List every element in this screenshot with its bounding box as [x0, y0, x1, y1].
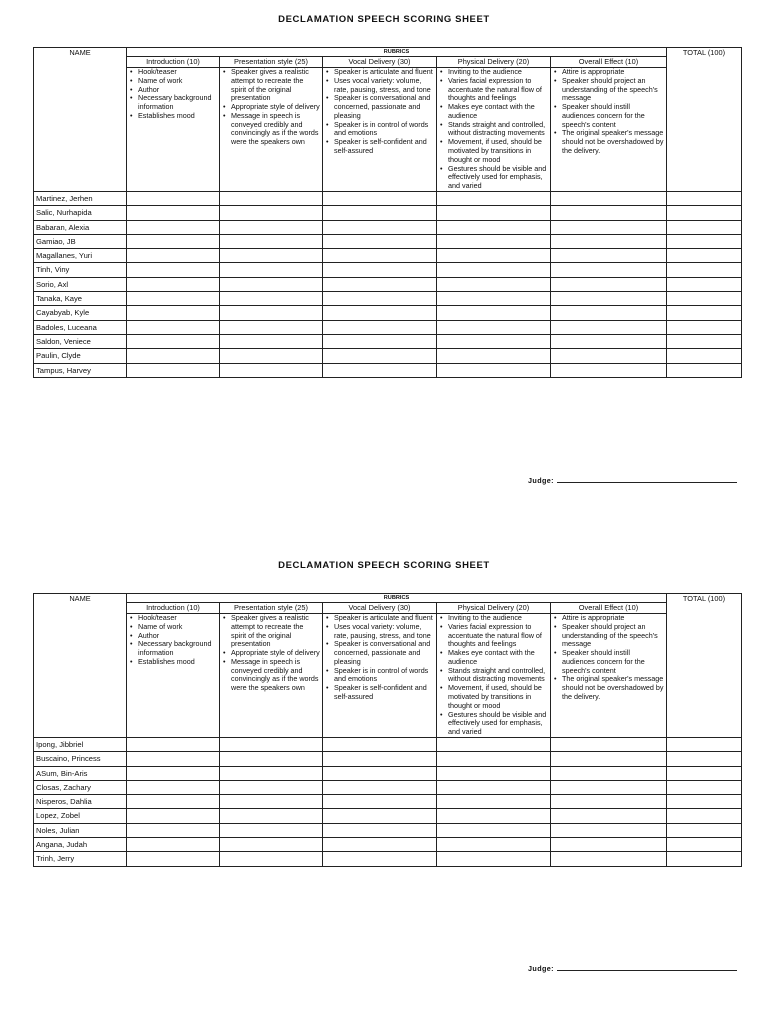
score-cell[interactable]	[220, 852, 323, 866]
name-column-header: NAME	[34, 594, 127, 738]
student-name: Closas, Zachary	[34, 780, 127, 794]
score-cell[interactable]	[127, 249, 220, 263]
score-cell[interactable]	[551, 320, 667, 334]
score-cell[interactable]	[323, 263, 437, 277]
table-row	[34, 737, 742, 751]
score-cell[interactable]	[437, 838, 551, 852]
score-cell[interactable]	[437, 334, 551, 348]
descriptor-item: • Uses vocal variety: volume, rate, pausing, stress, and tone	[325, 623, 434, 641]
table-row	[34, 780, 742, 794]
score-cell[interactable]	[220, 363, 323, 377]
criterion-descriptors	[323, 614, 437, 738]
descriptor-item: • Uses vocal variety: volume, rate, pausing, stress, and tone	[325, 77, 434, 95]
descriptor-item: • The original speaker's message should not be overshadowed by the delivery.	[553, 675, 664, 701]
descriptor-item: • Inviting to the audience	[439, 68, 548, 77]
score-cell[interactable]	[323, 737, 437, 751]
score-cell[interactable]	[667, 766, 742, 780]
score-cell[interactable]	[127, 795, 220, 809]
judge-signature	[528, 476, 746, 485]
score-cell[interactable]	[551, 823, 667, 837]
criterion-header: Physical Delivery (20)	[437, 603, 551, 614]
score-cell[interactable]	[667, 306, 742, 320]
score-cell[interactable]	[323, 249, 437, 263]
descriptor-item: • Varies facial expression to accentuate the natural flow of thoughts and feelings	[439, 77, 548, 103]
criterion-descriptors	[323, 68, 437, 192]
score-cell[interactable]	[551, 838, 667, 852]
score-cell[interactable]	[220, 234, 323, 248]
score-cell[interactable]	[220, 191, 323, 205]
table-row	[34, 334, 742, 348]
score-cell[interactable]	[551, 780, 667, 794]
descriptor-item: • Varies facial expression to accentuate the natural flow of thoughts and feelings	[439, 623, 548, 649]
score-cell[interactable]	[667, 752, 742, 766]
score-cell[interactable]	[551, 795, 667, 809]
criterion-header: Presentation style (25)	[220, 57, 323, 68]
descriptor-item: • Speaker gives a realistic attempt to recreate the spirit of the original presentation	[222, 614, 320, 649]
descriptor-list	[553, 614, 664, 702]
score-cell[interactable]	[437, 823, 551, 837]
descriptor-item: • Name of work	[129, 623, 217, 632]
score-cell[interactable]	[220, 780, 323, 794]
score-cell[interactable]	[437, 795, 551, 809]
descriptor-item: • Necessary background information	[129, 94, 217, 112]
criterion-descriptors	[220, 68, 323, 192]
score-cell[interactable]	[323, 852, 437, 866]
descriptor-list	[129, 614, 217, 667]
score-cell[interactable]	[667, 191, 742, 205]
score-cell[interactable]	[437, 206, 551, 220]
table-row	[34, 292, 742, 306]
table-row	[34, 823, 742, 837]
score-cell[interactable]	[127, 320, 220, 334]
table-row	[34, 320, 742, 334]
score-cell[interactable]	[127, 191, 220, 205]
score-cell[interactable]	[437, 277, 551, 291]
score-cell[interactable]	[323, 795, 437, 809]
score-cell[interactable]	[667, 823, 742, 837]
student-name: Tampus, Harvey	[34, 363, 127, 377]
descriptor-item: • Speaker is articulate and fluent	[325, 614, 434, 623]
score-cell[interactable]	[437, 852, 551, 866]
table-row	[34, 206, 742, 220]
descriptor-list	[325, 68, 434, 156]
score-cell[interactable]	[220, 752, 323, 766]
score-cell[interactable]	[551, 737, 667, 751]
score-cell[interactable]	[323, 363, 437, 377]
score-cell[interactable]	[551, 234, 667, 248]
descriptor-list	[222, 614, 320, 693]
table-row	[34, 795, 742, 809]
criterion-descriptors	[551, 614, 667, 738]
score-cell[interactable]	[551, 752, 667, 766]
table-row	[34, 220, 742, 234]
total-column-header: TOTAL (100)	[667, 48, 742, 192]
score-cell[interactable]	[220, 292, 323, 306]
student-name: Buscaino, Princess	[34, 752, 127, 766]
descriptor-row	[34, 68, 742, 192]
descriptor-item: • Message in speech is conveyed credibly and convincingly as if the words were the speakers own	[222, 658, 320, 693]
scoring-table	[33, 593, 742, 867]
descriptor-item: • Author	[129, 86, 217, 95]
score-cell[interactable]	[551, 277, 667, 291]
score-cell[interactable]	[127, 292, 220, 306]
descriptor-item: • Speaker should project an understanding of the speech's message	[553, 77, 664, 103]
descriptor-list	[325, 614, 434, 702]
sheet-title: DECLAMATION SPEECH SCORING SHEET	[278, 560, 490, 571]
header-row	[34, 594, 742, 603]
score-cell[interactable]	[220, 220, 323, 234]
descriptor-item: • Speaker is conversational and concerned, passionate and pleasing	[325, 94, 434, 120]
descriptor-item: • Stands straight and controlled, without distracting movements	[439, 667, 548, 685]
score-cell[interactable]	[437, 306, 551, 320]
score-cell[interactable]	[437, 766, 551, 780]
student-name: Gamiao, JB	[34, 234, 127, 248]
table-row	[34, 191, 742, 205]
score-cell[interactable]	[437, 363, 551, 377]
score-cell[interactable]	[667, 809, 742, 823]
criterion-header: Physical Delivery (20)	[437, 57, 551, 68]
criterion-header: Introduction (10)	[127, 603, 220, 614]
criterion-header: Vocal Delivery (30)	[323, 603, 437, 614]
criterion-header: Overall Effect (10)	[551, 57, 667, 68]
score-cell[interactable]	[220, 206, 323, 220]
descriptor-item: • Makes eye contact with the audience	[439, 649, 548, 667]
descriptor-item: • Message in speech is conveyed credibly and convincingly as if the words were the speakers own	[222, 112, 320, 147]
criterion-descriptors	[127, 68, 220, 192]
score-cell[interactable]	[323, 320, 437, 334]
descriptor-item: • Makes eye contact with the audience	[439, 103, 548, 121]
descriptor-list	[439, 68, 548, 191]
student-name: Saldon, Veniece	[34, 334, 127, 348]
descriptor-item: • Speaker is conversational and concerned, passionate and pleasing	[325, 640, 434, 666]
score-cell[interactable]	[437, 191, 551, 205]
score-cell[interactable]	[323, 349, 437, 363]
score-cell[interactable]	[437, 320, 551, 334]
descriptor-item: • The original speaker's message should not be overshadowed by the delivery.	[553, 129, 664, 155]
table-body	[34, 594, 742, 867]
descriptor-item: • Speaker gives a realistic attempt to recreate the spirit of the original presentation	[222, 68, 320, 103]
descriptor-item: • Appropriate style of delivery	[222, 103, 320, 112]
table-row	[34, 349, 742, 363]
score-cell[interactable]	[127, 220, 220, 234]
score-cell[interactable]	[667, 349, 742, 363]
descriptor-list	[222, 68, 320, 147]
score-cell[interactable]	[551, 220, 667, 234]
score-cell[interactable]	[667, 852, 742, 866]
student-name: Cayabyab, Kyle	[34, 306, 127, 320]
score-cell[interactable]	[220, 809, 323, 823]
descriptor-list	[553, 68, 664, 156]
score-cell[interactable]	[437, 292, 551, 306]
score-cell[interactable]	[551, 249, 667, 263]
scoring-table	[33, 47, 742, 378]
descriptor-item: • Movement, if used, should be motivated by transitions in thought or mood	[439, 138, 548, 164]
score-cell[interactable]	[220, 277, 323, 291]
criteria-row	[34, 603, 742, 614]
criterion-descriptors	[437, 614, 551, 738]
table-row	[34, 838, 742, 852]
table-body	[34, 48, 742, 378]
descriptor-item: • Speaker should instill audiences concern for the speech's content	[553, 103, 664, 129]
judge-signature	[528, 964, 746, 973]
score-cell[interactable]	[437, 234, 551, 248]
descriptor-item: • Hook/teaser	[129, 68, 217, 77]
score-cell[interactable]	[551, 292, 667, 306]
score-cell[interactable]	[437, 809, 551, 823]
score-cell[interactable]	[551, 306, 667, 320]
score-cell[interactable]	[551, 766, 667, 780]
student-name: Paulin, Clyde	[34, 349, 127, 363]
score-cell[interactable]	[127, 838, 220, 852]
score-cell[interactable]	[127, 349, 220, 363]
score-cell[interactable]	[127, 263, 220, 277]
descriptor-item: • Inviting to the audience	[439, 614, 548, 623]
table-row	[34, 249, 742, 263]
table-row	[34, 306, 742, 320]
score-cell[interactable]	[127, 737, 220, 751]
descriptor-item: • Speaker is in control of words and emotions	[325, 667, 434, 685]
score-cell[interactable]	[323, 752, 437, 766]
score-cell[interactable]	[667, 795, 742, 809]
score-cell[interactable]	[220, 737, 323, 751]
score-cell[interactable]	[127, 334, 220, 348]
score-cell[interactable]	[323, 809, 437, 823]
table-row	[34, 263, 742, 277]
score-cell[interactable]	[667, 363, 742, 377]
criterion-descriptors	[220, 614, 323, 738]
score-cell[interactable]	[323, 780, 437, 794]
criteria-row	[34, 57, 742, 68]
descriptor-list	[129, 68, 217, 121]
table-row	[34, 809, 742, 823]
score-cell[interactable]	[220, 795, 323, 809]
score-cell[interactable]	[437, 780, 551, 794]
score-cell[interactable]	[127, 752, 220, 766]
descriptor-item: • Speaker should instill audiences concern for the speech's content	[553, 649, 664, 675]
descriptor-item: • Establishes mood	[129, 658, 217, 667]
criterion-header: Presentation style (25)	[220, 603, 323, 614]
score-cell[interactable]	[220, 249, 323, 263]
table-row	[34, 852, 742, 866]
score-cell[interactable]	[127, 852, 220, 866]
score-cell[interactable]	[127, 823, 220, 837]
table-row	[34, 277, 742, 291]
descriptor-item: • Speaker is self-confident and self-assured	[325, 684, 434, 702]
score-cell[interactable]	[667, 838, 742, 852]
descriptor-item: • Gestures should be visible and effectively used for emphasis, and varied	[439, 165, 548, 191]
score-cell[interactable]	[220, 766, 323, 780]
table-row	[34, 766, 742, 780]
score-cell[interactable]	[323, 766, 437, 780]
descriptor-item: • Author	[129, 632, 217, 641]
student-name: Sorio, Axl	[34, 277, 127, 291]
score-cell[interactable]	[551, 809, 667, 823]
descriptor-item: • Speaker is in control of words and emotions	[325, 121, 434, 139]
score-cell[interactable]	[667, 292, 742, 306]
score-cell[interactable]	[220, 823, 323, 837]
descriptor-row	[34, 614, 742, 738]
score-cell[interactable]	[220, 306, 323, 320]
score-cell[interactable]	[127, 780, 220, 794]
total-column-header: TOTAL (100)	[667, 594, 742, 738]
score-cell[interactable]	[437, 263, 551, 277]
descriptor-item: • Gestures should be visible and effectively used for emphasis, and varied	[439, 711, 548, 737]
criterion-header: Vocal Delivery (30)	[323, 57, 437, 68]
score-cell[interactable]	[551, 206, 667, 220]
judge-label: Judge:	[528, 476, 554, 485]
score-cell[interactable]	[437, 752, 551, 766]
criterion-descriptors	[551, 68, 667, 192]
score-cell[interactable]	[551, 349, 667, 363]
score-cell[interactable]	[220, 263, 323, 277]
descriptor-item: • Speaker is self-confident and self-assured	[325, 138, 434, 156]
score-cell[interactable]	[551, 334, 667, 348]
student-name: Noles, Julian	[34, 823, 127, 837]
score-cell[interactable]	[551, 263, 667, 277]
score-cell[interactable]	[437, 349, 551, 363]
score-cell[interactable]	[220, 320, 323, 334]
score-cell[interactable]	[323, 191, 437, 205]
score-cell[interactable]	[323, 306, 437, 320]
student-name: Martinez, Jerhen	[34, 191, 127, 205]
judge-signature-line[interactable]	[557, 476, 737, 483]
descriptor-item: • Appropriate style of delivery	[222, 649, 320, 658]
student-name: Magallanes, Yuri	[34, 249, 127, 263]
student-name: Salic, Nurhapida	[34, 206, 127, 220]
score-cell[interactable]	[220, 334, 323, 348]
student-name: Lopez, Zobel	[34, 809, 127, 823]
score-cell[interactable]	[437, 249, 551, 263]
score-cell[interactable]	[551, 191, 667, 205]
descriptor-item: • Speaker should project an understanding of the speech's message	[553, 623, 664, 649]
descriptor-list	[439, 614, 548, 737]
criterion-descriptors	[127, 614, 220, 738]
student-name: Nisperos, Dahlia	[34, 795, 127, 809]
criterion-header: Introduction (10)	[127, 57, 220, 68]
judge-signature-line[interactable]	[557, 964, 737, 971]
student-name: Babaran, Alexia	[34, 220, 127, 234]
score-cell[interactable]	[667, 737, 742, 751]
score-cell[interactable]	[127, 306, 220, 320]
score-cell[interactable]	[323, 334, 437, 348]
student-name: Badoles, Luceana	[34, 320, 127, 334]
student-name: Tinh, Viny	[34, 263, 127, 277]
table-row	[34, 363, 742, 377]
score-cell[interactable]	[127, 277, 220, 291]
score-cell[interactable]	[437, 220, 551, 234]
score-cell[interactable]	[323, 838, 437, 852]
score-cell[interactable]	[551, 363, 667, 377]
student-name: Ipong, Jibbriel	[34, 737, 127, 751]
judge-label: Judge:	[528, 964, 554, 973]
score-cell[interactable]	[220, 349, 323, 363]
name-column-header: NAME	[34, 48, 127, 192]
score-cell[interactable]	[323, 277, 437, 291]
score-cell[interactable]	[667, 320, 742, 334]
student-name: ASum, Bin-Aris	[34, 766, 127, 780]
student-name: Trinh, Jerry	[34, 852, 127, 866]
descriptor-item: • Speaker is articulate and fluent	[325, 68, 434, 77]
score-cell[interactable]	[323, 234, 437, 248]
score-cell[interactable]	[667, 220, 742, 234]
score-cell[interactable]	[667, 277, 742, 291]
rubrics-header: RUBRICS	[127, 48, 667, 57]
score-cell[interactable]	[127, 809, 220, 823]
criterion-descriptors	[437, 68, 551, 192]
descriptor-item: • Attire is appropriate	[553, 68, 664, 77]
score-cell[interactable]	[667, 263, 742, 277]
criterion-header: Overall Effect (10)	[551, 603, 667, 614]
score-cell[interactable]	[667, 234, 742, 248]
score-cell[interactable]	[667, 334, 742, 348]
descriptor-item: • Movement, if used, should be motivated by transitions in thought or mood	[439, 684, 548, 710]
student-name: Angana, Judah	[34, 838, 127, 852]
sheet-title: DECLAMATION SPEECH SCORING SHEET	[278, 14, 490, 25]
descriptor-item: • Necessary background information	[129, 640, 217, 658]
score-cell[interactable]	[127, 234, 220, 248]
descriptor-item: • Stands straight and controlled, without distracting movements	[439, 121, 548, 139]
score-cell[interactable]	[323, 292, 437, 306]
score-cell[interactable]	[323, 206, 437, 220]
rubrics-header: RUBRICS	[127, 594, 667, 603]
score-cell[interactable]	[323, 220, 437, 234]
score-cell[interactable]	[127, 363, 220, 377]
descriptor-item: • Establishes mood	[129, 112, 217, 121]
descriptor-item: • Attire is appropriate	[553, 614, 664, 623]
table-row	[34, 752, 742, 766]
score-cell[interactable]	[667, 206, 742, 220]
header-row	[34, 48, 742, 57]
descriptor-item: • Hook/teaser	[129, 614, 217, 623]
score-cell[interactable]	[220, 838, 323, 852]
score-cell[interactable]	[667, 249, 742, 263]
score-cell[interactable]	[667, 780, 742, 794]
score-cell[interactable]	[127, 206, 220, 220]
student-name: Tanaka, Kaye	[34, 292, 127, 306]
score-cell[interactable]	[323, 823, 437, 837]
descriptor-item: • Name of work	[129, 77, 217, 86]
score-cell[interactable]	[437, 737, 551, 751]
table-row	[34, 234, 742, 248]
score-cell[interactable]	[127, 766, 220, 780]
score-cell[interactable]	[551, 852, 667, 866]
